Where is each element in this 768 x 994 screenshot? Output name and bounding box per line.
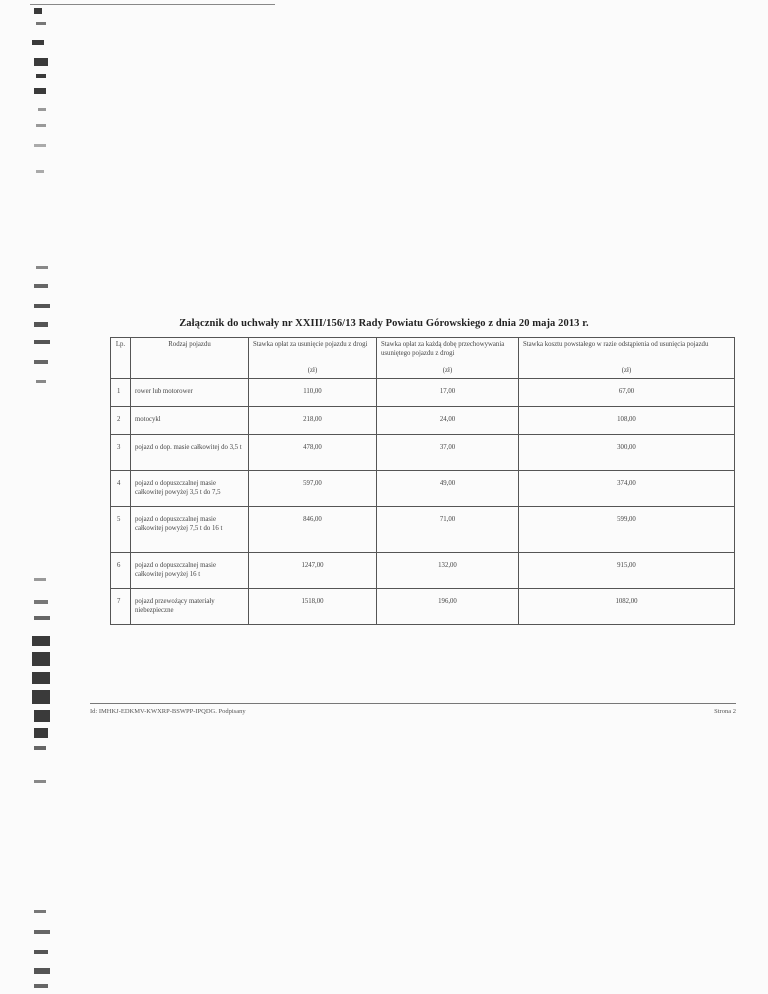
cell-withdrawal-cost: 915,00 [519, 553, 735, 589]
header-vehicle-type [131, 338, 249, 379]
header-unit: (zł) [621, 367, 632, 375]
scan-edge-noise [0, 0, 58, 994]
cell-removal-fee: 1518,00 [249, 589, 377, 625]
header-unit: (zł) [307, 367, 318, 375]
cell-vehicle-type: rower lub motorower [131, 379, 249, 407]
cell-storage-fee: 17,00 [377, 379, 519, 407]
cell-lp: 5 [111, 507, 131, 553]
cell-withdrawal-cost: 67,00 [519, 379, 735, 407]
cell-lp: 7 [111, 589, 131, 625]
table-row [111, 379, 735, 407]
header-withdrawal-cost [519, 338, 735, 379]
header-label: Rodzaj pojazdu [168, 341, 211, 348]
header-label: Lp. [115, 341, 126, 348]
cell-storage-fee: 37,00 [377, 435, 519, 471]
cell-vehicle-type: pojazd o dopuszczalnej masie całkowitej powyżej 16 t [131, 553, 249, 589]
header-label: Stawka opłat za usunięcie pojazdu z drogi [253, 341, 368, 348]
footer-divider [90, 703, 736, 704]
cell-withdrawal-cost: 1082,00 [519, 589, 735, 625]
page-number: Strona 2 [714, 708, 736, 715]
cell-withdrawal-cost: 108,00 [519, 407, 735, 435]
cell-lp: 2 [111, 407, 131, 435]
cell-removal-fee: 1247,00 [249, 553, 377, 589]
cell-storage-fee: 24,00 [377, 407, 519, 435]
cell-vehicle-type: pojazd o dopuszczalnej masie całkowitej powyżej 3,5 t do 7,5 [131, 471, 249, 507]
table-row [111, 435, 735, 471]
cell-removal-fee: 478,00 [249, 435, 377, 471]
cell-withdrawal-cost: 300,00 [519, 435, 735, 471]
fees-table [110, 337, 735, 625]
cell-vehicle-type: pojazd o dopuszczalnej masie całkowitej powyżej 7,5 t do 16 t [131, 507, 249, 553]
cell-lp: 3 [111, 435, 131, 471]
cell-lp: 1 [111, 379, 131, 407]
cell-storage-fee: 132,00 [377, 553, 519, 589]
cell-removal-fee: 218,00 [249, 407, 377, 435]
cell-vehicle-type: pojazd przewożący materiały niebezpieczne [131, 589, 249, 625]
header-removal-fee [249, 338, 377, 379]
cell-storage-fee: 49,00 [377, 471, 519, 507]
cell-removal-fee: 846,00 [249, 507, 377, 553]
header-unit: (zł) [442, 367, 453, 375]
cell-lp: 4 [111, 471, 131, 507]
cell-vehicle-type: motocykl [131, 407, 249, 435]
table-row [111, 507, 735, 553]
cell-storage-fee: 196,00 [377, 589, 519, 625]
header-lp [111, 338, 131, 379]
cell-withdrawal-cost: 599,00 [519, 507, 735, 553]
header-label: Stawka kosztu powstałego w razie odstąpienia od usunięcia pojazdu [523, 341, 709, 348]
table-row [111, 471, 735, 507]
scan-top-line [30, 4, 275, 5]
cell-storage-fee: 71,00 [377, 507, 519, 553]
table-header-row [111, 338, 735, 379]
cell-removal-fee: 110,00 [249, 379, 377, 407]
cell-vehicle-type: pojazd o dop. masie całkowitej do 3,5 t [131, 435, 249, 471]
table-row [111, 407, 735, 435]
document-title: Załącznik do uchwały nr XXIII/156/13 Rady Powiatu Górowskiego z dnia 20 maja 2013 r. [179, 318, 589, 329]
table-row [111, 553, 735, 589]
header-storage-fee [377, 338, 519, 379]
document-id: Id: IMHKJ-EDKMV-KWXRP-BSWPP-IPQDG. Podpisany [90, 708, 246, 715]
cell-removal-fee: 597,00 [249, 471, 377, 507]
cell-lp: 6 [111, 553, 131, 589]
cell-withdrawal-cost: 374,00 [519, 471, 735, 507]
header-label: Stawka opłat za każdą dobę przechowywania usuniętego pojazdu z drogi [381, 341, 505, 357]
table-row [111, 589, 735, 625]
